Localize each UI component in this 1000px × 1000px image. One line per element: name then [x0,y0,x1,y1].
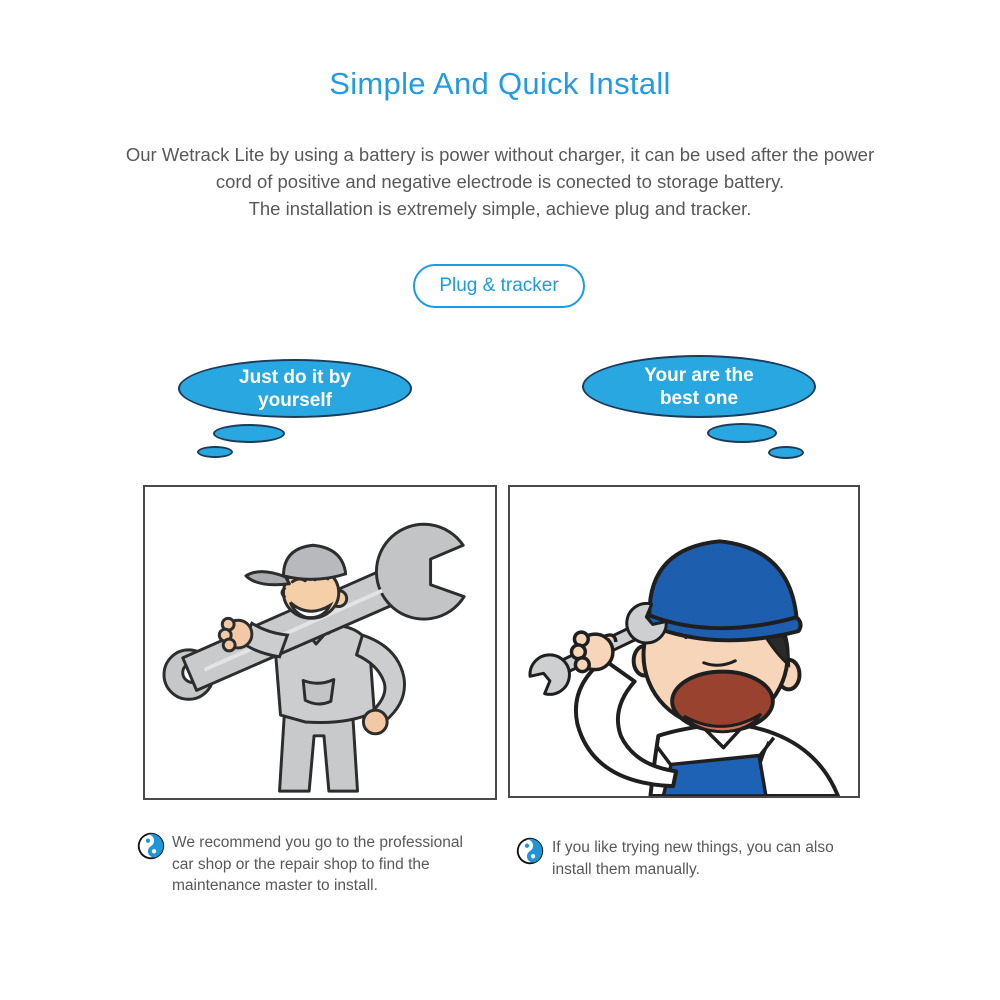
caption-left-line-3: maintenance master to install. [172,877,378,894]
intro-paragraph [0,141,1000,222]
bubble-left-line-1: Just do it by [239,366,351,388]
mechanic-illustration [145,487,495,798]
yin-yang-icon [516,837,544,865]
bubble-right-line-2: best one [659,387,739,409]
page-title: Simple And Quick Install [329,66,671,101]
plug-tracker-button[interactable]: Plug & tracker [413,264,585,308]
illustration-frame-left [143,485,497,800]
thought-trail-dot [213,424,285,443]
thought-bubble-left [178,359,412,418]
illustration-frame-right [508,485,860,798]
caption-right [552,837,872,880]
caption-left-line-1: We recommend you go to the professional [172,834,463,851]
intro-line-1: Our Wetrack Lite by using a battery is power without charger, it can be used after the power [125,144,875,165]
caption-right-line-1: If you like trying new things, you can also [552,839,834,856]
yin-yang-icon [137,832,165,860]
bubble-left-line-2: yourself [258,389,332,411]
intro-line-2: cord of positive and negative electrode is conected to storage battery. [215,171,785,192]
thought-trail-dot [707,423,777,443]
caption-right-line-2: install them manually. [552,860,700,878]
intro-line-3: The installation is extremely simple, achieve plug and tracker. [248,198,752,219]
thought-trail-dot [197,446,233,458]
diy-boy-illustration [510,487,858,796]
bubble-right-line-1: Your are the [644,364,754,386]
caption-left-line-2: car shop or the repair shop to find the [172,855,430,873]
thought-trail-dot [768,446,804,459]
thought-bubble-right [582,355,816,418]
caption-left [172,832,508,897]
